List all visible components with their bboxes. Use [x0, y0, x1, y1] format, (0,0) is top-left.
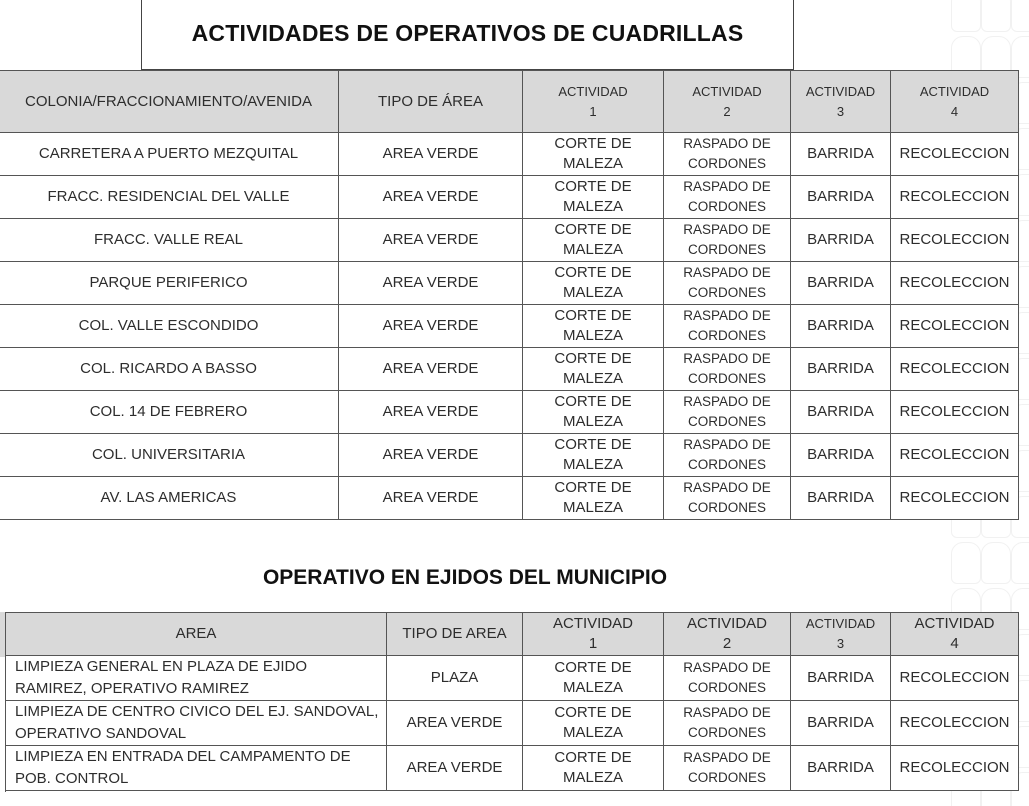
- cell-tipo-area: AREA VERDE: [339, 133, 523, 176]
- header-tipo-area: TIPO DE AREA: [387, 613, 523, 656]
- cell-tipo-area: AREA VERDE: [339, 219, 523, 262]
- cell-line: MALEZA: [562, 155, 623, 172]
- section2-title: OPERATIVO EN EJIDOS DEL MUNICIPIO: [262, 566, 668, 589]
- watermark-motif: [981, 542, 1011, 584]
- table-row: [0, 176, 1019, 219]
- cell-actividad-4: RECOLECCION: [891, 391, 1019, 434]
- cell-line: POB. CONTROL: [15, 770, 129, 787]
- cell-line: RASPADO DE: [683, 705, 771, 720]
- cell-actividad-1: [523, 746, 664, 791]
- cell-line: CORDONES: [687, 770, 766, 785]
- table-row: [0, 348, 1019, 391]
- cell-tipo-area: AREA VERDE: [339, 434, 523, 477]
- watermark-motif: [951, 542, 981, 584]
- cell-line: CORDONES: [687, 285, 766, 300]
- cell-line: CORTE DE: [554, 704, 632, 721]
- cell-actividad-3: BARRIDA: [791, 701, 891, 746]
- header-actividad-3: [791, 71, 891, 133]
- cell-actividad-4: RECOLECCION: [891, 746, 1019, 791]
- cell-actividad-1: [523, 348, 664, 391]
- cell-line: CORDONES: [687, 457, 766, 472]
- cell-actividad-2: [664, 348, 791, 391]
- cell-actividad-3: BARRIDA: [791, 746, 891, 791]
- cell-actividad-1: [523, 434, 664, 477]
- table-row: [0, 305, 1019, 348]
- cell-line: CORTE DE: [554, 307, 632, 324]
- cell-line: CORDONES: [687, 371, 766, 386]
- table-row: [0, 391, 1019, 434]
- cell-line: RASPADO DE: [683, 222, 771, 237]
- cell-line: MALEZA: [562, 679, 623, 696]
- cell-actividad-2: [664, 477, 791, 520]
- cell-line: MALEZA: [562, 327, 623, 344]
- cell-line: RASPADO DE: [683, 308, 771, 323]
- cell-line: RASPADO DE: [683, 750, 771, 765]
- table-header-row: [0, 71, 1019, 133]
- cell-line: CORDONES: [687, 725, 766, 740]
- cell-actividad-1: [523, 219, 664, 262]
- cell-actividad-2: [664, 176, 791, 219]
- cell-actividad-3: BARRIDA: [791, 348, 891, 391]
- cell-colonia: COL. UNIVERSITARIA: [0, 434, 339, 477]
- cell-area: [6, 656, 387, 701]
- cell-actividad-4: RECOLECCION: [891, 219, 1019, 262]
- cell-actividad-3: BARRIDA: [791, 391, 891, 434]
- header-number: 2: [723, 103, 731, 119]
- header-number: 2: [722, 635, 732, 652]
- header-label: ACTIVIDAD: [686, 615, 767, 632]
- cell-line: RASPADO DE: [683, 351, 771, 366]
- table-header-row: [6, 613, 1019, 656]
- header-actividad-2: [664, 71, 791, 133]
- cell-line: LIMPIEZA EN ENTRADA DEL CAMPAMENTO DE: [15, 748, 351, 765]
- cell-line: CORTE DE: [554, 659, 632, 676]
- cell-actividad-4: RECOLECCION: [891, 305, 1019, 348]
- header-number: 4: [950, 103, 959, 119]
- cuadrillas-table: [0, 70, 1019, 520]
- cell-line: MALEZA: [562, 724, 623, 741]
- cell-line: OPERATIVO SANDOVAL: [15, 725, 187, 742]
- header-label: ACTIVIDAD: [914, 615, 995, 632]
- header-label: ACTIVIDAD: [692, 83, 762, 99]
- header-label: ACTIVIDAD: [919, 83, 990, 99]
- header-actividad-3: [791, 613, 891, 656]
- cell-line: MALEZA: [562, 241, 623, 258]
- cell-line: CORDONES: [687, 199, 766, 214]
- cell-line: CORDONES: [687, 156, 766, 171]
- cell-actividad-2: [664, 701, 791, 746]
- cell-colonia: AV. LAS AMERICAS: [0, 477, 339, 520]
- cell-colonia: COL. VALLE ESCONDIDO: [0, 305, 339, 348]
- cell-actividad-4: RECOLECCION: [891, 176, 1019, 219]
- cell-line: CORTE DE: [554, 264, 632, 281]
- cell-actividad-1: [523, 391, 664, 434]
- watermark-motif: [1011, 542, 1029, 584]
- cell-actividad-4: RECOLECCION: [891, 133, 1019, 176]
- table-row: [0, 262, 1019, 305]
- cell-actividad-2: [664, 656, 791, 701]
- cell-actividad-1: [523, 701, 664, 746]
- cell-actividad-3: BARRIDA: [791, 176, 891, 219]
- cell-actividad-1: [523, 133, 664, 176]
- cell-actividad-3: BARRIDA: [791, 219, 891, 262]
- watermark-motif: [1011, 0, 1029, 32]
- header-number: 4: [950, 635, 959, 652]
- cell-actividad-1: [523, 262, 664, 305]
- header-label: ACTIVIDAD: [805, 616, 876, 631]
- cell-actividad-2: [664, 219, 791, 262]
- cell-actividad-2: [664, 746, 791, 791]
- cell-line: RASPADO DE: [683, 394, 771, 409]
- cell-colonia: CARRETERA A PUERTO MEZQUITAL: [0, 133, 339, 176]
- ejidos-table: [5, 612, 1019, 791]
- cell-area: [6, 746, 387, 791]
- cell-line: MALEZA: [562, 284, 623, 301]
- cell-actividad-4: RECOLECCION: [891, 348, 1019, 391]
- cell-line: LIMPIEZA DE CENTRO CIVICO DEL EJ. SANDOVAL,: [15, 703, 379, 720]
- cell-line: MALEZA: [562, 413, 623, 430]
- header-colonia: COLONIA/FRACCIONAMIENTO/AVENIDA: [0, 71, 339, 133]
- cell-line: MALEZA: [562, 370, 623, 387]
- cell-line: RASPADO DE: [683, 136, 771, 151]
- title-box: [141, 0, 794, 70]
- header-actividad-1: [523, 71, 664, 133]
- cell-line: CORDONES: [687, 414, 766, 429]
- cell-tipo-area: AREA VERDE: [387, 701, 523, 746]
- header-actividad-4: [891, 613, 1019, 656]
- header-number: 1: [588, 635, 598, 652]
- cell-actividad-4: RECOLECCION: [891, 656, 1019, 701]
- cell-line: MALEZA: [562, 198, 623, 215]
- header-actividad-2: [664, 613, 791, 656]
- cell-colonia: PARQUE PERIFERICO: [0, 262, 339, 305]
- cell-line: MALEZA: [562, 769, 623, 786]
- table-row: [6, 746, 1019, 791]
- cell-tipo-area: AREA VERDE: [339, 176, 523, 219]
- header-number: 3: [836, 636, 845, 651]
- cell-colonia: FRACC. RESIDENCIAL DEL VALLE: [0, 176, 339, 219]
- cell-actividad-4: RECOLECCION: [891, 701, 1019, 746]
- cell-colonia: COL. RICARDO A BASSO: [0, 348, 339, 391]
- cell-line: MALEZA: [562, 499, 623, 516]
- cell-actividad-1: [523, 477, 664, 520]
- table-row: [0, 219, 1019, 262]
- cell-colonia: COL. 14 DE FEBRERO: [0, 391, 339, 434]
- cell-line: CORTE DE: [554, 178, 632, 195]
- cell-actividad-2: [664, 391, 791, 434]
- cell-actividad-2: [664, 434, 791, 477]
- cell-line: CORDONES: [687, 328, 766, 343]
- cell-line: MALEZA: [562, 456, 623, 473]
- header-tipo-area: TIPO DE ÁREA: [339, 71, 523, 133]
- cell-actividad-3: BARRIDA: [791, 305, 891, 348]
- cell-line: CORTE DE: [554, 135, 632, 152]
- cell-line: CORDONES: [687, 242, 766, 257]
- cell-actividad-2: [664, 262, 791, 305]
- header-actividad-1: [523, 613, 664, 656]
- cell-line: RASPADO DE: [683, 437, 771, 452]
- cell-area: [6, 701, 387, 746]
- cell-line: RASPADO DE: [683, 660, 771, 675]
- cell-line: CORTE DE: [554, 393, 632, 410]
- cell-actividad-3: BARRIDA: [791, 656, 891, 701]
- cell-actividad-2: [664, 305, 791, 348]
- table-row: [0, 434, 1019, 477]
- cell-line: CORTE DE: [554, 221, 632, 238]
- cell-line: CORTE DE: [554, 479, 632, 496]
- cell-line: CORTE DE: [554, 749, 632, 766]
- header-label: ACTIVIDAD: [558, 83, 628, 99]
- watermark-motif: [951, 0, 981, 32]
- cell-actividad-1: [523, 656, 664, 701]
- cell-line: RASPADO DE: [683, 480, 771, 495]
- cell-line: RASPADO DE: [683, 265, 771, 280]
- cell-tipo-area: AREA VERDE: [339, 477, 523, 520]
- cell-line: CORTE DE: [554, 350, 632, 367]
- cell-tipo-area: PLAZA: [387, 656, 523, 701]
- header-number: 3: [836, 103, 845, 119]
- table-row: [6, 656, 1019, 701]
- cell-actividad-1: [523, 305, 664, 348]
- cell-tipo-area: AREA VERDE: [387, 746, 523, 791]
- cell-actividad-3: BARRIDA: [791, 434, 891, 477]
- cell-tipo-area: AREA VERDE: [339, 348, 523, 391]
- header-label: ACTIVIDAD: [552, 615, 633, 632]
- header-actividad-4: [891, 71, 1019, 133]
- cell-tipo-area: AREA VERDE: [339, 305, 523, 348]
- section1-title: ACTIVIDADES DE OPERATIVOS DE CUADRILLAS: [191, 20, 744, 46]
- cell-actividad-1: [523, 176, 664, 219]
- header-area: AREA: [6, 613, 387, 656]
- cell-actividad-3: BARRIDA: [791, 262, 891, 305]
- cell-actividad-2: [664, 133, 791, 176]
- cell-actividad-3: BARRIDA: [791, 477, 891, 520]
- watermark-motif: [981, 0, 1011, 32]
- cell-line: RAMIREZ, OPERATIVO RAMIREZ: [15, 680, 249, 697]
- cell-line: RASPADO DE: [683, 179, 771, 194]
- cell-actividad-3: BARRIDA: [791, 133, 891, 176]
- cell-line: CORDONES: [687, 500, 766, 515]
- cell-colonia: FRACC. VALLE REAL: [0, 219, 339, 262]
- cell-actividad-4: RECOLECCION: [891, 477, 1019, 520]
- table-row: [6, 701, 1019, 746]
- cell-actividad-4: RECOLECCION: [891, 434, 1019, 477]
- header-number: 1: [589, 103, 597, 119]
- header-label: ACTIVIDAD: [805, 83, 876, 99]
- cell-actividad-4: RECOLECCION: [891, 262, 1019, 305]
- cell-tipo-area: AREA VERDE: [339, 262, 523, 305]
- table-row: [0, 133, 1019, 176]
- table-row: [0, 477, 1019, 520]
- cell-line: CORDONES: [687, 680, 766, 695]
- cell-line: CORTE DE: [554, 436, 632, 453]
- cell-line: LIMPIEZA GENERAL EN PLAZA DE EJIDO: [15, 658, 308, 675]
- cell-tipo-area: AREA VERDE: [339, 391, 523, 434]
